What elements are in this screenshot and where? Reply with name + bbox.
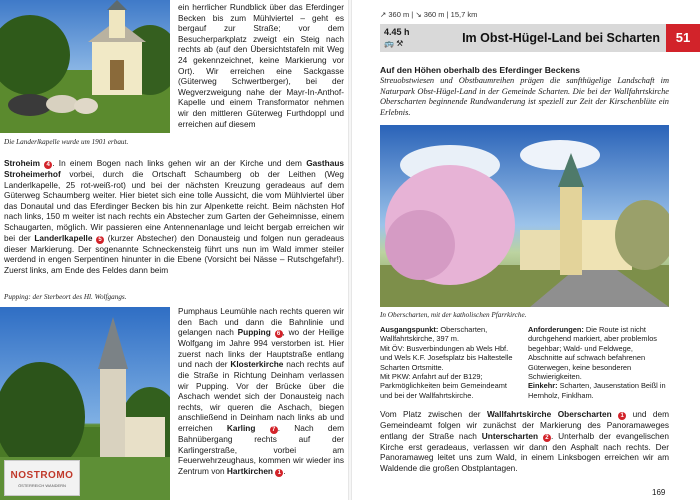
paragraph-text: vorbei, durch die Ortschaft Schaumberg ob der Leithen (Weg Landerlkapelle, 25 rot-weiß-rot) und bei der nächsten Kreuzung geradeaus auf dem Güterweg Schaumberg weiter. Hier bietet sich eine tolle Aussicht, die vom Mühlviertel über das Donautal und das Eferdinger Becken bis hin zur Alpenkette reicht. Beim nächsten Hof nach links, 150 m weiter ist nach rechts ein Abstecher zum Garten der Geheimnisse, einem Schaugarten, möglich. Wir passieren eine Antennenanlage und leicht bergab erreichen wir bei der (4, 169, 344, 243)
marker-badge: 7 (270, 426, 278, 434)
marker-badge: 5 (96, 236, 104, 244)
tour-header (380, 24, 700, 52)
place-name: Gasthaus Stroheimerhof (4, 158, 344, 179)
place-name: Unterscharten (481, 430, 539, 441)
info-text: Mit PKW: Anfahrt auf der B129; Parkmöglichkeiten beim Gemeindeamt und bei der Wallfahrtskirche. (380, 372, 507, 400)
page-number: 169 (652, 488, 666, 497)
place-name: Pupping (237, 327, 271, 338)
chapel-illustration (0, 0, 170, 133)
tour-number-badge: 51 (666, 24, 700, 52)
info-label: Ausgangspunkt: (380, 325, 439, 334)
tour-intro: Streuobstwiesen und Obstbaumreihen prägen die sanfthügelige Landschaft im Naturpark Obst-Hügel-Land in der Gemeinde Scharten. Die bei der Wallfahrtskirche Oberscharten beginnende Rundwanderung ist speziell zur Zeit der Kirschenblüte ein Erlebnis. (380, 76, 669, 117)
photo-caption: In Oberscharten, mit der katholischen Pfarrkirche. (380, 311, 527, 319)
logo-text: NOSTROMO (10, 470, 74, 481)
paragraph-text: und dem Gemeindeamt folgen wir zunächst der Markierung des Panoramaweges entlang der Straße nach (380, 409, 670, 441)
marker-badge: 4 (44, 161, 52, 169)
place-name: Karling (226, 422, 256, 433)
marker-badge: 6 (275, 330, 283, 338)
paragraph-text: . Unterhalb der evangelischen Kirche erst geradeaus, verlassen wir dann den Asphalt nach rechts. Der Panoramaweg leitet uns zum Wald, in einem Linksbogen erreichen wir am Waldende die großen Obstplantagen. (380, 430, 670, 473)
info-text: Die Route ist nicht durchgehend markiert, aber problemlos begehbar; Wald- und Feldwege, Abschnitte auf schwach befahrenen Güterwegen, keine besonderen Schwierigkeiten. (528, 325, 657, 382)
marker-badge: 1 (275, 469, 283, 477)
paragraph-text: . In einem Bogen nach links gehen wir an der Kirche und dem (52, 158, 302, 168)
paragraph-text: , wo der Heilige Wolfgang im Jahre 994 verstorben ist. Hier zuerst nach links der Hauptstraße entlang und nach der (178, 327, 344, 370)
tour-duration: 4.45 h (384, 27, 410, 37)
body-text-wide (4, 158, 344, 275)
photo-oberscharten (380, 125, 669, 307)
info-text: Oberscharten, Wallfahrtskirche, 397 m. (380, 325, 488, 344)
info-box-start (380, 325, 518, 400)
place-name: Hartkirchen (226, 465, 274, 476)
logo-subtext: ÖSTERREICH WANDERN (18, 483, 66, 488)
marker-badge: 1 (618, 412, 626, 420)
info-text: Mit ÖV: Busverbindungen ab Wels Hbf. und Wels K.F. Josefsplatz bis Haltestelle Scharten Ortsmitte. (380, 343, 513, 372)
village-illustration (380, 125, 669, 307)
tour-stats: ↗ 360 m | ↘ 360 m | 15,7 km (380, 10, 478, 19)
place-name: Wallfahrtskirche Oberscharten (487, 409, 612, 419)
place-name: Stroheim (4, 158, 40, 168)
paragraph-text: (kurzer Abstecher) den Donausteig und folgen nun geradeaus dieser Markierung. Der sogenannte Schneckensteig führt uns nun im Wald immer steiler werdend in engen Serpentinen hinunter in die Ebene (Vorsicht bei Nässe – Rutschgefahr!). Zuerst links, am Ende des Feldes dann beim (4, 232, 344, 275)
paragraph-text: Vom Platz zwischen der (380, 409, 481, 419)
tour-subtitle: Auf den Höhen oberhalb des Eferdinger Beckens (380, 65, 581, 75)
photo-caption: Die Landerlkapelle wurde um 1901 erbaut. (4, 138, 129, 146)
body-text-column (178, 2, 344, 129)
bus-hammer-icon: 🚌 ⚒ (384, 39, 404, 48)
info-label: Einkehr: (528, 381, 558, 391)
route-description (380, 409, 669, 473)
photo-landerlkapelle (0, 0, 170, 133)
right-page (350, 0, 700, 500)
photo-caption: Pupping: der Sterbeort des Hl. Wolfgangs. (4, 293, 127, 301)
paragraph-text: nach rechts auf die Straße in Richtung Deinham verlassen wir Pupping. Vor der Brücke über die Aschach wendet sich der Donausteig nach rechts, wir queren die Aschach, biegen anschließend in Deinham nach links ab und erreichen (178, 359, 345, 433)
place-name: Klosterkirche (230, 359, 284, 370)
info-label: Anforderungen: (528, 325, 584, 334)
paragraph-text: ein herrlicher Rundblick über das Eferdinger Becken bis zum Mühlviertel – geht es bergauf zur Straße; vor dem Besucherparkplatz zweigt ein Steig nach rechts ab (auf den Übersichtstafeln mit Weg 24 gekennzeichnet, keine Markierung vor Ort). Wir erreichen eine Sackgasse (Güterweg Schwertberger), bei der Wegverzweigung nahe der Mayr-In-Anthof-Kapelle und einem Transformator nehmen wir den mittleren Güterweg Furthdoppl und erreichen auf diesem (178, 2, 344, 129)
paragraph-text: . Nach dem Bahnübergang rechts auf der Karlingerstraße, vorbei am Feuerwehrzeughaus, kommen wir wieder ins Zentrum von (178, 422, 344, 476)
publisher-logo (4, 460, 80, 496)
paragraph-text: Pumphaus Leumühle nach rechts queren wir den Bach und dann die Bahnlinie und gelangen nach (178, 306, 344, 338)
marker-badge: 2 (543, 434, 551, 442)
info-box-requirements (528, 325, 669, 400)
tour-title: Im Obst-Hügel-Land bei Scharten (462, 31, 660, 45)
body-text-column: Pumphaus Leumühle nach rechts queren wir den Bach und dann die Bahnlinie und gelangen nach Pupping 6 , wo der Heilige Wolfgang im Jahre 994 verstorben ist. Hier zuerst nach links der Hauptstraße entlang und nach der Klosterkirche nach rechts auf die Straße in Richtung Deinham verlassen wir Pupping. Vor der Brücke über die Aschach wendet sich der Donausteig nach rechts, wir queren die Aschach, biegen anschließend in Deinham nach links ab und erreichen Karling 7 . Nach dem Bahnübergang rechts auf der Karlingerstraße, vorbei am Feuerwehrzeughaus, kommen wir wieder ins Zentrum von Hartkirchen 1 . (178, 306, 345, 476)
place-name: Landerlkapelle (34, 232, 93, 243)
info-text: Scharten, Jausenstation Beißl in Hernholz, Finklham. (528, 381, 666, 400)
